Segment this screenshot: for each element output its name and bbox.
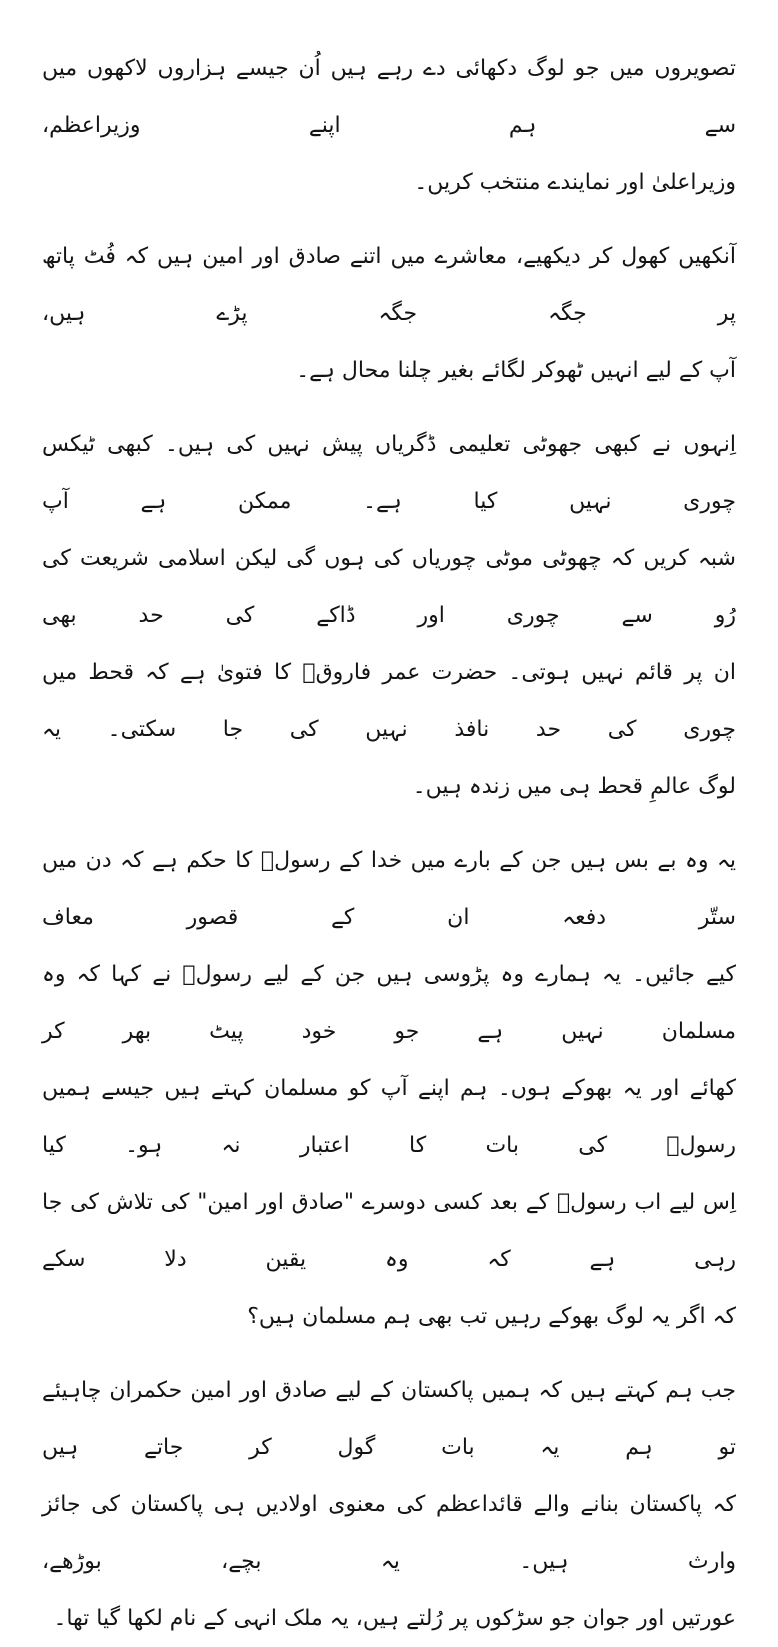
text-line: تصویروں میں جو لوگ دکھائی دے رہے ہیں اُن جیسے ہزاروں لاکھوں میں سے ہم اپنے وزیراعظم، <box>42 56 736 138</box>
text-line: کھائے اور یہ بھوکے ہوں۔ ہم اپنے آپ کو مسلمان کہتے ہیں جیسے ہمیں رسولؐ کی بات کا اعتبار نہ ہو۔ کیا <box>42 1076 736 1158</box>
text-line: آنکھیں کھول کر دیکھیے، معاشرے میں اتنے صادق اور امین ہیں کہ فُٹ پاتھ پر جگہ جگہ پڑے ہیں، <box>42 244 736 326</box>
text-line: عورتیں اور جوان جو سڑکوں پر رُلتے ہیں، یہ ملک انہی کے نام لکھا گیا تھا۔ <box>53 1606 736 1631</box>
text-line: وزیراعلیٰ اور نمایندے منتخب کریں۔ <box>414 170 736 195</box>
text-line: شبہ کریں کہ چھوٹی موٹی چوریاں کی ہوں گی لیکن اسلامی شریعت کی رُو سے چوری اور ڈاکے کی حد بھی <box>42 546 736 628</box>
paragraph <box>42 228 736 399</box>
text-line: آپ کے لیے انہیں ٹھوکر لگائے بغیر چلنا محال ہے۔ <box>296 358 736 383</box>
text-line: کہ پاکستان بنانے والے قائداعظم کی معنوی اولادیں ہی پاکستان کی جائز وارث ہیں۔ یہ بچے، بوڑھے، <box>42 1492 736 1574</box>
text-line: جب ہم کہتے ہیں کہ ہمیں پاکستان کے لیے صادق اور امین حکمران چاہیئے تو ہم یہ بات گول کر جاتے ہیں <box>42 1378 736 1460</box>
text-line: ان پر قائم نہیں ہوتی۔ حضرت عمر فاروقؓ کا فتویٰ ہے کہ قحط میں چوری کی حد نافذ نہیں کی جا سکتی۔ یہ <box>42 660 736 742</box>
text-line: لوگ عالمِ قحط ہی میں زندہ ہیں۔ <box>412 774 736 799</box>
paragraph <box>42 40 736 211</box>
paragraph <box>42 1362 736 1647</box>
text-line: اِس لیے اب رسولؐ کے بعد کسی دوسرے "صادق اور امین" کی تلاش کی جا رہی ہے کہ وہ یقین دلا سکے <box>42 1190 736 1272</box>
paragraph <box>42 416 736 815</box>
text-line: کیے جائیں۔ یہ ہمارے وہ پڑوسی ہیں جن کے لیے رسولؐ نے کہا کہ وہ مسلمان نہیں ہے جو خود پیٹ بھر کر <box>42 962 736 1044</box>
text-line: اِنہوں نے کبھی جھوٹی تعلیمی ڈگریاں پیش نہیں کی ہیں۔ کبھی ٹیکس چوری نہیں کیا ہے۔ ممکن ہے آپ <box>42 432 736 514</box>
text-line: کہ اگر یہ لوگ بھوکے رہیں تب بھی ہم مسلمان ہیں؟ <box>247 1304 736 1329</box>
text-line: یہ وہ بے بس ہیں جن کے بارے میں خدا کے رسولؐ کا حکم ہے کہ دن میں ستّر دفعہ ان کے قصور معاف <box>42 848 736 930</box>
paragraph <box>42 832 736 1345</box>
